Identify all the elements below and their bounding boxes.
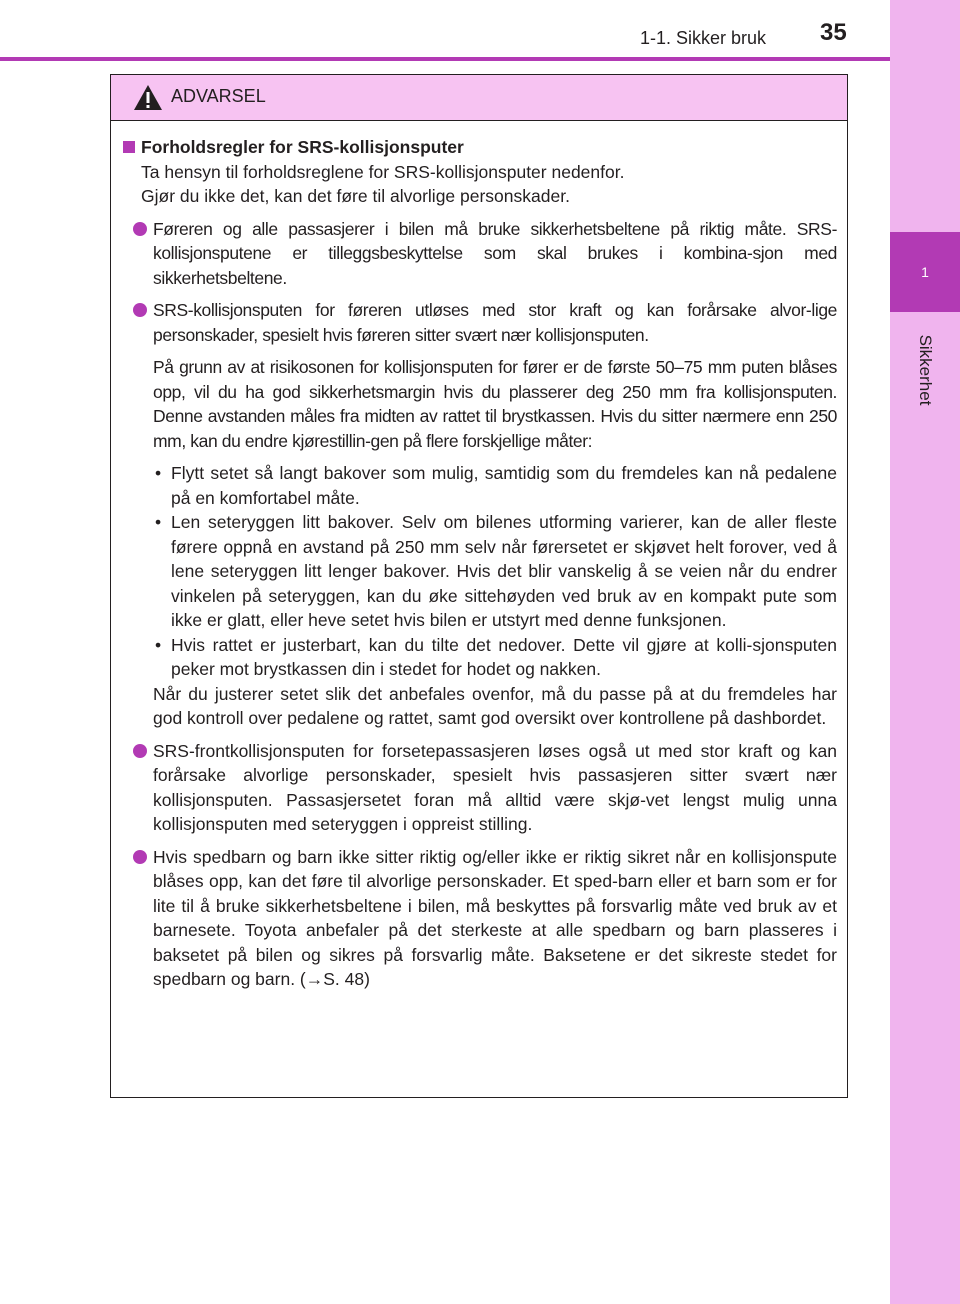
bullet-paragraph: På grunn av at risikosonen for kollisjonsputen for fører er de første 50–75 mm puten blåses opp, vil du ha god sikkerhetsmargin hvis du plasserer deg 250 mm fra kollisjonsputen. Denne avstanden måles fra midten av rattet til brystkassen. Hvis du sitter nærmere enn 250 mm, kan du endre kjørestillin-gen på flere forskjellige måter:	[153, 357, 837, 451]
circle-bullet-icon	[133, 744, 147, 758]
circle-bullet-icon	[133, 222, 147, 236]
bullet-text: SRS-kollisjonsputen for føreren utløses med stor kraft og kan forårsake alvor-lige personskader, spesielt hvis føreren sitter svært nær kollisjonsputen.	[153, 300, 837, 345]
chapter-label: Sikkerhet	[916, 334, 935, 406]
sub-bullet-text: Hvis rattet er justerbart, kan du tilte det nedover. Dette vil gjøre at kolli-sjonsputen peker mot brystkassen din i stedet for hodet og nakken.	[171, 634, 837, 679]
warning-box	[110, 74, 848, 1098]
square-bullet-icon	[123, 141, 135, 153]
chapter-number: 1	[890, 232, 960, 312]
sub-bullet-marker: •	[155, 512, 162, 532]
intro-line: Ta hensyn til forholdsreglene for SRS-kollisjonsputer nedenfor.	[141, 161, 625, 182]
warning-heading-row	[123, 135, 837, 160]
bullet-item	[123, 298, 837, 347]
bullet-item	[123, 739, 837, 837]
sub-bullet-item	[123, 633, 837, 682]
circle-bullet-icon	[133, 303, 147, 317]
page-number: 35	[820, 19, 847, 46]
sub-bullet-text: Len seteryggen litt bakover. Selv om bilenes utforming varierer, kan de aller fleste førere oppnå en avstand på 250 mm selv når førersetet er skjøvet helt forover, ved å lene seteryggen litt lenger bakover. Hvis det blir vanskelig å se veien når du endrer vinkelen på seteryggen, kan du øke sittehøyden ved bruk av en kompakt pute som ikke er glatt, eller heve setet hvis bilen er utstyrt med denne funksjonen.	[171, 512, 837, 630]
page-reference-link[interactable]: S. 48)	[323, 969, 370, 989]
sub-bullet-marker: •	[155, 634, 162, 655]
bullet-text: Føreren og alle passasjerer i bilen må bruke sikkerhetsbeltene på riktig måte. SRS-kollisjonsputene er tilleggsbeskyttelse som skal brukes i kombina-sjon med sikkerhetsbeltene.	[153, 218, 837, 288]
sub-bullet-marker: •	[155, 463, 162, 483]
sub-bullet-list	[123, 461, 837, 682]
sub-bullet-item	[123, 461, 837, 510]
bullet-tail: Når du justerer setet slik det anbefales ovenfor, må du passe på at du fremdeles har god kontroll over pedalene og rattet, samt god oversikt over kontrollene på dashbordet.	[153, 683, 837, 728]
warning-heading: Forholdsregler for SRS-kollisjonsputer	[141, 137, 464, 157]
warning-label: ADVARSEL	[171, 86, 266, 106]
header-rule	[0, 57, 890, 61]
side-tab	[890, 0, 960, 1304]
bullet-item	[123, 217, 837, 291]
arrow-right-icon: →	[305, 969, 324, 989]
warning-triangle-icon	[133, 84, 163, 111]
warning-body	[111, 121, 847, 992]
chapter-label-box	[890, 320, 960, 420]
sub-bullet-item	[123, 510, 837, 633]
circle-bullet-icon	[133, 850, 147, 864]
bullet-text: SRS-frontkollisjonsputen for forsetepassasjeren løses også ut med stor kraft og kan forårsake alvorlige personskader, spesielt hvis passasjeren sitter svært nær kollisjonsputen. Passasjersetet foran må alltid være skjø-vet lengst mulig unna kollisjonsputen med seteryggen i oppreist stilling.	[153, 740, 837, 834]
sub-bullet-text: Flytt setet så langt bakover som mulig, samtidig som du fremdeles kan nå pedalene på en komfortabel måte.	[171, 463, 837, 508]
warning-header	[111, 75, 847, 121]
section-title: 1-1. Sikker bruk	[640, 28, 767, 48]
intro-line: Gjør du ikke det, kan det føre til alvorlige personskader.	[141, 186, 570, 206]
bullet-text: Hvis spedbarn og barn ikke sitter riktig og/eller ikke er riktig sikret når en kollisjonspute blåses opp, kan det føre til alvorlige personskader. Et sped-barn eller et barn som er for lite til å bruke sikkerhetsbeltene i bilen, må beskyttes på forsvarlig måte ved bruk av et barnesete. Toyota anbefaler på det sterkeste at alle spedbarn og barn plasseres i baksetet på bilen og sikres på forsvarlig måte. Baksetene er det sikreste stedet for spedbarn og barn. (	[153, 846, 837, 989]
bullet-item	[123, 845, 837, 992]
